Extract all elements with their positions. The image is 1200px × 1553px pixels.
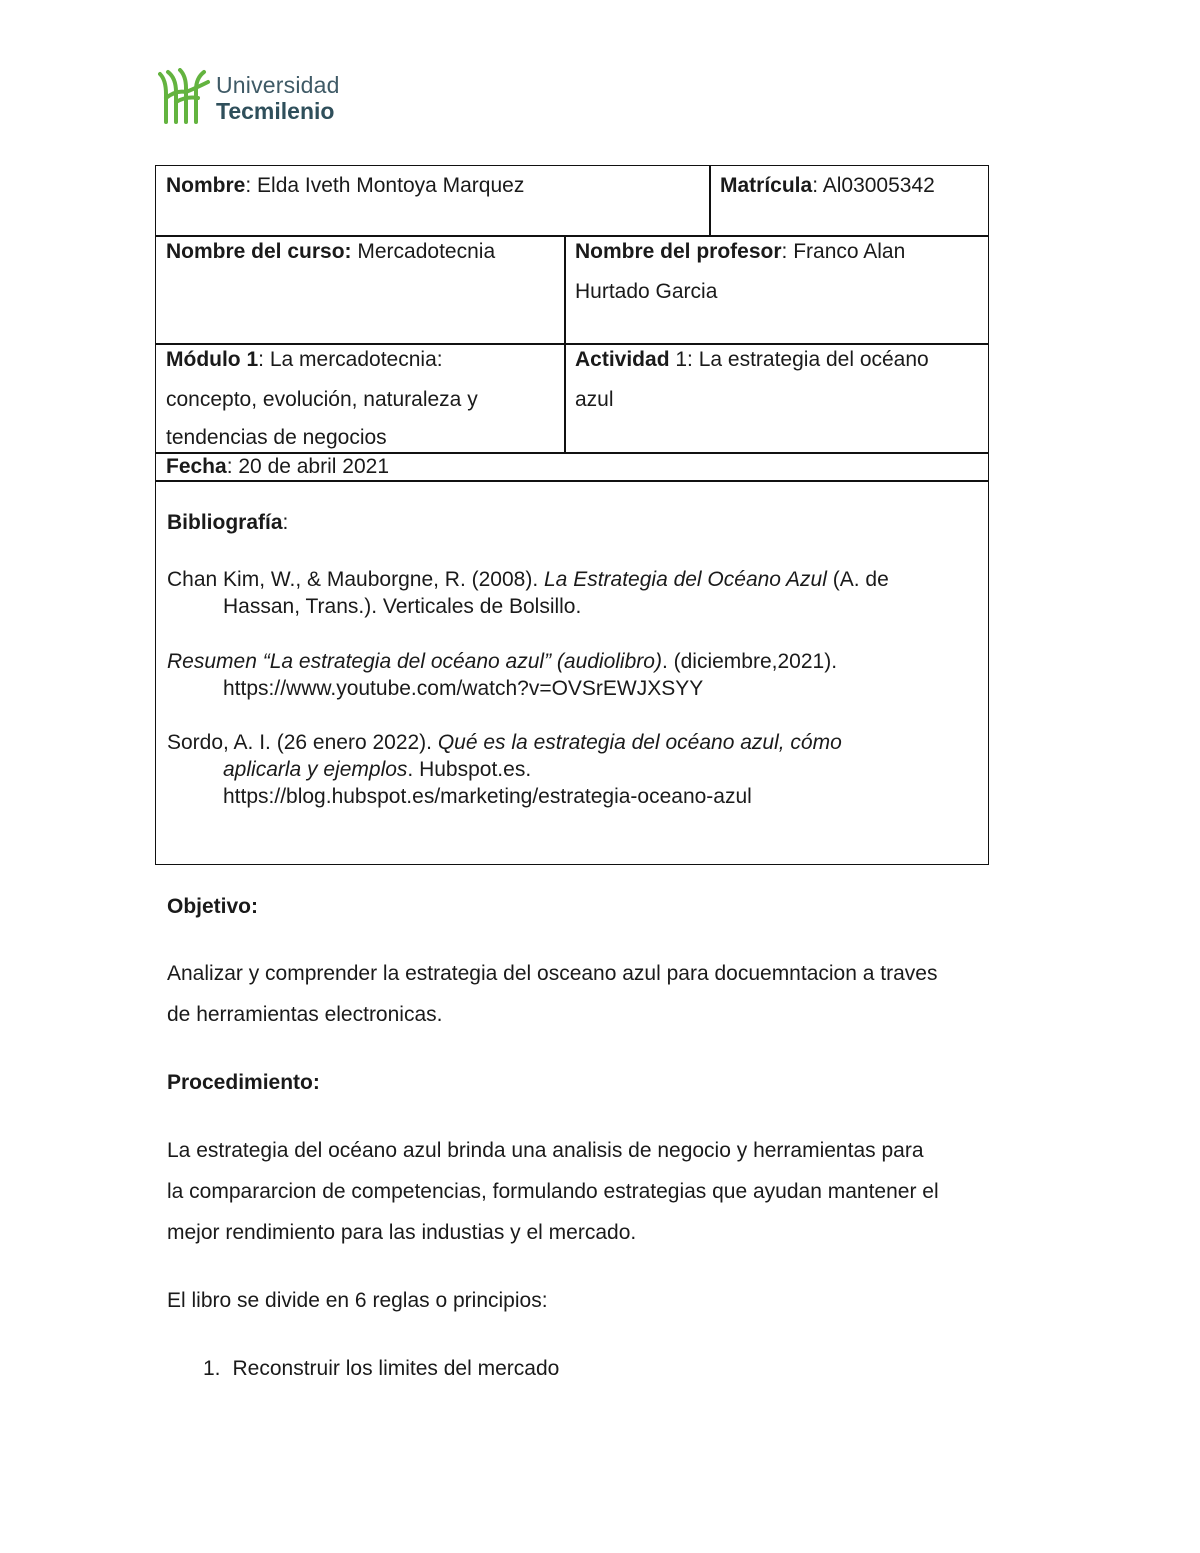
date-label: Fecha — [166, 455, 227, 478]
module-cell — [155, 343, 566, 454]
course-label: Nombre del curso: — [166, 240, 352, 263]
objective-line1: Analizar y comprender la estrategia del osceano azul para docuemntacion a traves — [167, 962, 938, 985]
bibliography-title-suffix: : — [282, 511, 289, 534]
reference-item — [167, 566, 977, 620]
objective-paragraph — [167, 953, 1047, 1035]
objective-line2: de herramientas electronicas. — [167, 1003, 443, 1026]
name-label: Nombre — [166, 174, 246, 197]
activity-label: Actividad — [575, 348, 670, 371]
matricula-label: Matrícula — [720, 174, 813, 197]
bibliography-title-text: Bibliografía — [167, 511, 283, 534]
list-item — [203, 1357, 559, 1381]
reference-line2: Hassan, Trans.). Verticales de Bolsillo. — [223, 595, 582, 618]
module-line3: tendencias de negocios — [166, 426, 387, 449]
logo-line-universidad: Universidad — [216, 72, 340, 98]
reference-title: Resumen “La estrategia del océano azul” (audiolibro) — [167, 650, 662, 673]
date-cell — [155, 452, 989, 482]
module-label: Módulo 1 — [166, 348, 259, 371]
book-intro: El libro se divide en 6 reglas o principios: — [167, 1289, 548, 1312]
date-value: : 20 de abril 2021 — [226, 455, 389, 478]
list-number: 1. — [203, 1357, 221, 1380]
reference-title-cont: aplicarla y ejemplos — [223, 758, 408, 781]
professor-cell — [564, 235, 989, 345]
procedure-line2: la compararcion de competencias, formulando estrategias que ayudan mantener el — [167, 1180, 939, 1203]
reference-author: Chan Kim, W., & Mauborgne, R. (2008). — [167, 568, 544, 591]
activity-value: 1: La estrategia del océano — [669, 348, 929, 371]
reference-item — [167, 648, 977, 702]
bibliography-cell — [155, 480, 989, 865]
procedure-title: Procedimiento: — [167, 1071, 320, 1094]
procedure-line3: mejor rendimiento para las industias y el mercado. — [167, 1221, 637, 1244]
name-value: : Elda Iveth Montoya Marquez — [245, 174, 525, 197]
professor-label: Nombre del profesor — [575, 240, 782, 263]
procedure-paragraph — [167, 1130, 1047, 1253]
reference-post: . (diciembre,2021). — [661, 650, 838, 673]
course-value: Mercadotecnia — [351, 240, 496, 263]
matricula-cell — [709, 165, 989, 237]
reference-item — [167, 729, 977, 810]
professor-value-line2: Hurtado Garcia — [575, 280, 718, 303]
module-value: : La mercadotecnia: — [258, 348, 443, 371]
university-logo — [158, 68, 358, 126]
reference-url[interactable]: https://www.youtube.com/watch?v=OVSrEWJXSYY — [223, 677, 704, 700]
reference-post: (A. de — [826, 568, 889, 591]
activity-line2: azul — [575, 388, 614, 411]
bibliography-title — [167, 511, 288, 535]
procedure-line1: La estrategia del océano azul brinda una analisis de negocio y herramientas para — [167, 1139, 924, 1162]
module-line2: concepto, evolución, naturaleza y — [166, 388, 478, 411]
name-cell — [155, 165, 711, 237]
course-cell — [155, 235, 566, 345]
activity-cell — [564, 343, 989, 454]
reference-author: Sordo, A. I. (26 enero 2022). — [167, 731, 438, 754]
professor-value: : Franco Alan — [781, 240, 906, 263]
reference-title: Qué es la estrategia del océano azul, cómo — [437, 731, 842, 754]
tecmilenio-leaf-icon — [158, 68, 212, 124]
reference-title: La Estrategia del Océano Azul — [544, 568, 827, 591]
logo-line-tecmilenio: Tecmilenio — [216, 98, 335, 124]
objective-title: Objetivo: — [167, 895, 259, 918]
reference-publisher: . Hubspot.es. — [407, 758, 532, 781]
reference-url[interactable]: https://blog.hubspot.es/marketing/estrategia-oceano-azul — [223, 785, 752, 808]
list-text: Reconstruir los limites del mercado — [232, 1357, 560, 1380]
matricula-value: : Al03005342 — [812, 174, 935, 197]
